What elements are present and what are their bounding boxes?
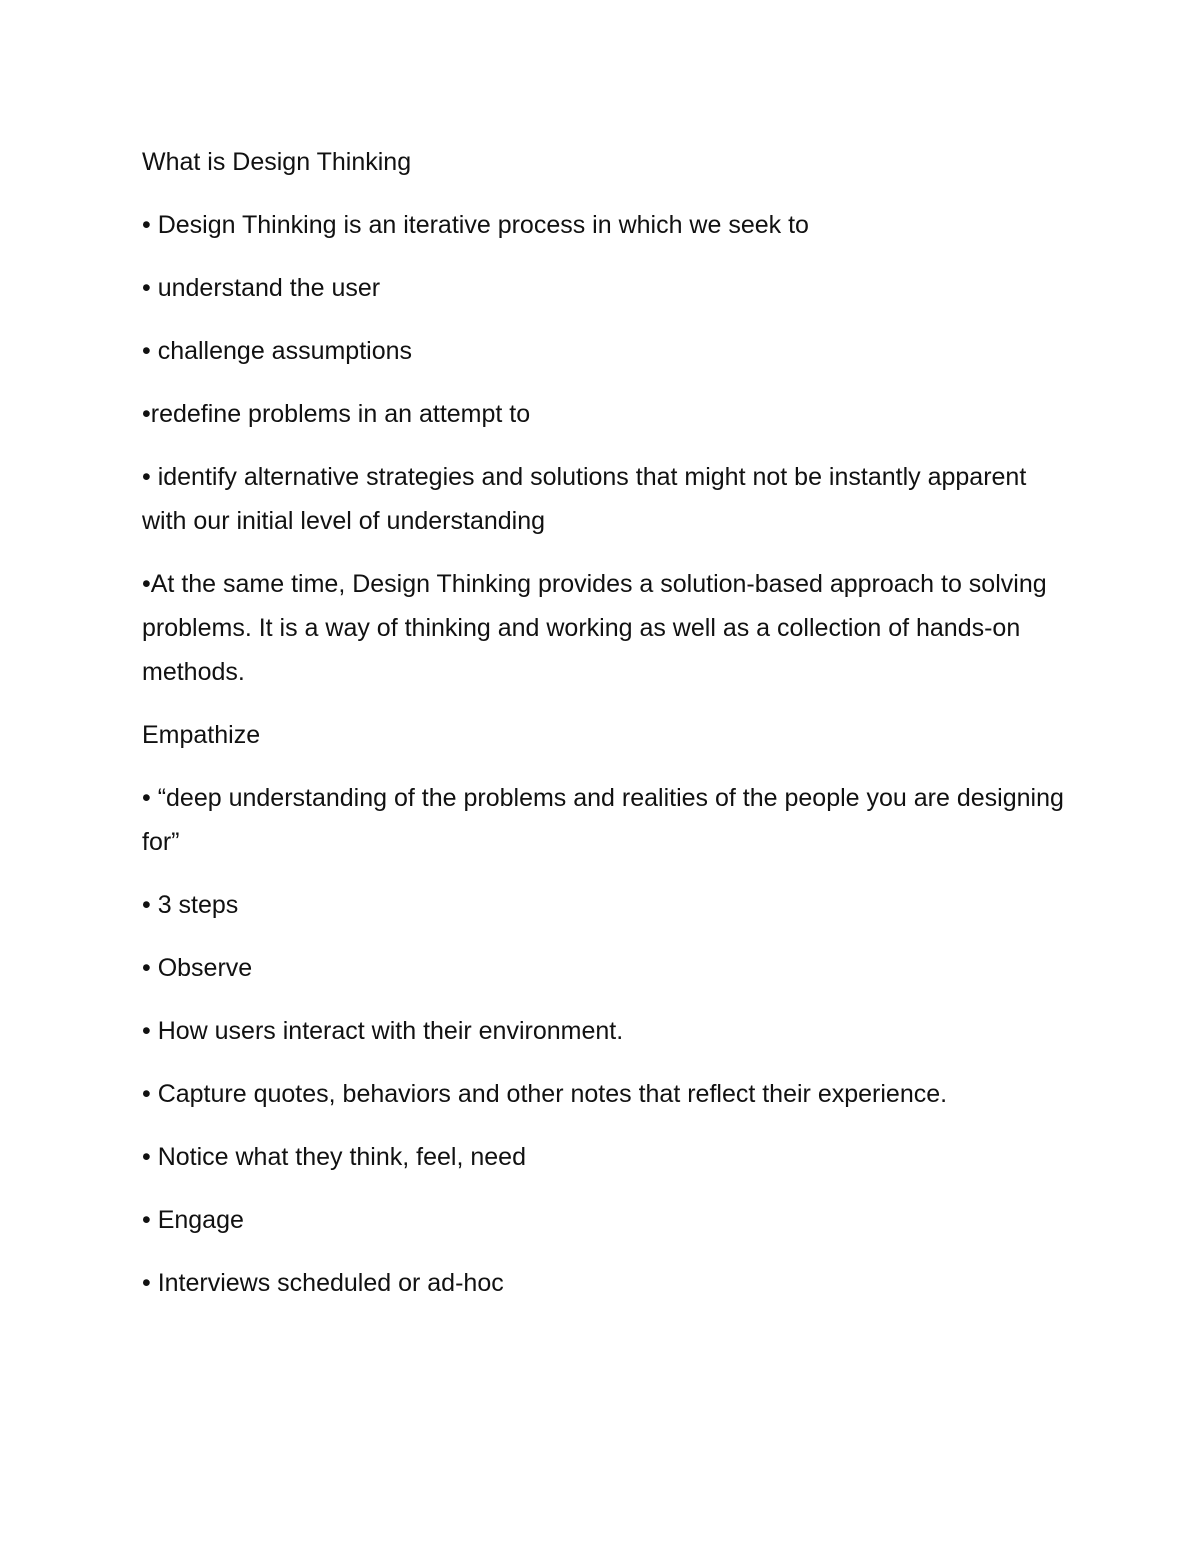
paragraph: •redefine problems in an attempt to bbox=[142, 400, 531, 428]
paragraph: • Notice what they think, feel, need bbox=[142, 1143, 526, 1171]
paragraph: • Design Thinking is an iterative process in which we seek to bbox=[142, 211, 809, 239]
paragraph: • Engage bbox=[142, 1206, 244, 1234]
heading-design-thinking: What is Design Thinking bbox=[142, 148, 412, 176]
paragraph: • understand the user bbox=[142, 274, 381, 302]
paragraph: • Interviews scheduled or ad-hoc bbox=[142, 1269, 504, 1297]
paragraph: • Capture quotes, behaviors and other notes that reflect their experience. bbox=[142, 1080, 948, 1108]
paragraph: • challenge assumptions bbox=[142, 337, 413, 365]
paragraph: •At the same time, Design Thinking provides a solution-based approach to solving problems. It is a way of thinking and working as well as a collection of hands-on methods. bbox=[142, 570, 1047, 686]
paragraph: • “deep understanding of the problems and realities of the people you are designing for” bbox=[142, 784, 1064, 856]
paragraph: • 3 steps bbox=[142, 891, 239, 919]
heading-empathize: Empathize bbox=[142, 721, 261, 749]
paragraph: • How users interact with their environment. bbox=[142, 1017, 624, 1045]
paragraph: • identify alternative strategies and solutions that might not be instantly apparent with our initial level of understanding bbox=[142, 463, 1027, 535]
paragraph: • Observe bbox=[142, 954, 253, 982]
document-body bbox=[142, 140, 1072, 1324]
